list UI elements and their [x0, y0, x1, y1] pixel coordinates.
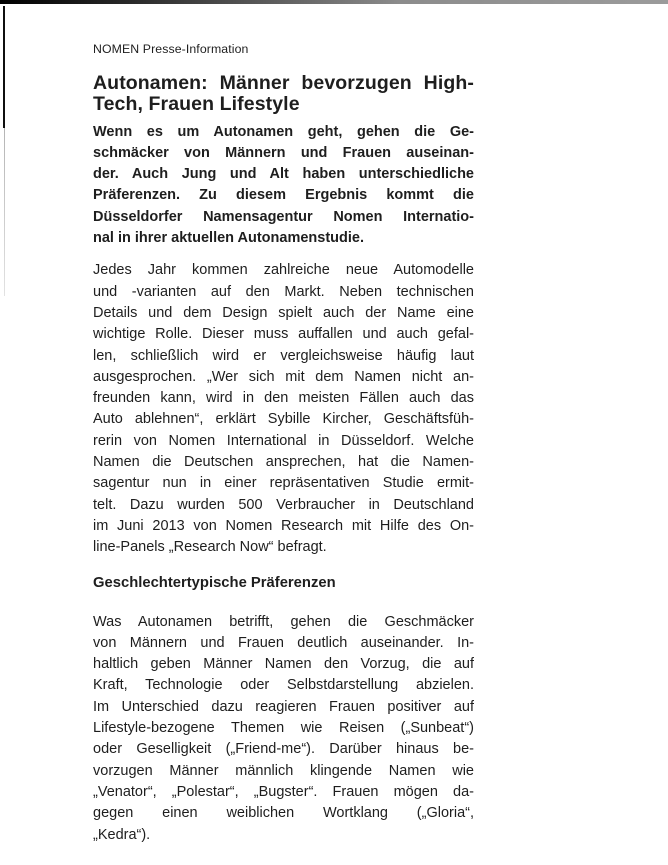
text-line: schmäcker von Männern und Frauen auseinan-: [93, 144, 474, 161]
section-heading-gender-preferences: Geschlechtertypische Präferenzen: [93, 574, 336, 591]
text-line: von Männern und Frauen deutlich auseinander. In-: [93, 634, 474, 651]
text-line: rerin von Nomen International in Düsseldorf. Welche: [93, 432, 474, 449]
text-line: Tech, Frauen Lifestyle: [93, 94, 300, 116]
text-line: freunden kann, wird in den meisten Fällen auch das: [93, 390, 474, 407]
text-line: Namen die Deutschen ansprechen, hat die Namen-: [93, 454, 474, 471]
scan-edge-top-line: [0, 0, 668, 4]
scan-edge-left-faint-line: [4, 128, 5, 296]
text-line: Jedes Jahr kommen zahlreiche neue Automodelle: [93, 262, 474, 279]
press-release-content: [93, 42, 474, 846]
text-line: len, schließlich wird er vergleichsweise häufig laut: [93, 347, 474, 364]
text-line: Wenn es um Autonamen geht, gehen die Ge-: [93, 123, 474, 140]
document-kicker: NOMEN Presse-Information: [93, 42, 249, 56]
text-line: Autonamen: Männer bevorzugen High-: [93, 73, 474, 94]
text-line: sagentur nun in einer repräsentativen Studie ermit-: [93, 475, 474, 492]
text-line: „Kedra“).: [93, 826, 151, 843]
paragraph-gender-preferences: [93, 612, 474, 846]
lead-paragraph: [93, 122, 474, 250]
text-line: gegen einen weiblichen Wortklang („Gloria“,: [93, 805, 474, 822]
text-line: Im Unterschied dazu reagieren Frauen positiver auf: [93, 698, 474, 715]
text-line: Düsseldorfer Namensagentur Nomen Internatio-: [93, 208, 474, 225]
text-line: „Venator“, „Polestar“, „Bugster“. Frauen mögen da-: [93, 783, 474, 800]
text-line: nal in ihrer aktuellen Autonamenstudie.: [93, 230, 364, 247]
text-line: Details und dem Design spielt auch der Name eine: [93, 304, 474, 321]
text-line: und -varianten auf den Markt. Neben technischen: [93, 283, 474, 300]
text-line: line-Panels „Research Now“ befragt.: [93, 539, 327, 556]
text-line: Kraft, Technologie oder Selbstdarstellung abzielen.: [93, 677, 474, 694]
document-title: [93, 73, 474, 116]
text-line: vorzugen Männer männlich klingende Namen wie: [93, 762, 474, 779]
text-line: Lifestyle-bezogene Themen wie Reisen („Sunbeat“): [93, 720, 474, 737]
text-line: haltlich geben Männer Namen den Vorzug, die auf: [93, 656, 474, 673]
text-line: oder Geselligkeit („Friend-me“). Darüber hinaus be-: [93, 741, 474, 758]
scan-edge-left-dark-line: [3, 6, 5, 128]
text-line: Präferenzen. Zu diesem Ergebnis kommt die: [93, 187, 474, 204]
text-line: Was Autonamen betrifft, gehen die Geschmäcker: [93, 613, 474, 630]
text-line: im Juni 2013 von Nomen Research mit Hilfe des On-: [93, 517, 474, 534]
text-line: der. Auch Jung und Alt haben unterschiedliche: [93, 166, 474, 183]
text-line: ausgesprochen. „Wer sich mit dem Namen nicht an-: [93, 368, 474, 385]
text-line: Auto ablehnen“, erklärt Sybille Kircher, Geschäftsfüh-: [93, 411, 474, 428]
paragraph-study: [93, 260, 474, 558]
text-line: telt. Dazu wurden 500 Verbraucher in Deutschland: [93, 496, 474, 513]
text-line: wichtige Rolle. Dieser muss auffallen und auch gefal-: [93, 326, 474, 343]
